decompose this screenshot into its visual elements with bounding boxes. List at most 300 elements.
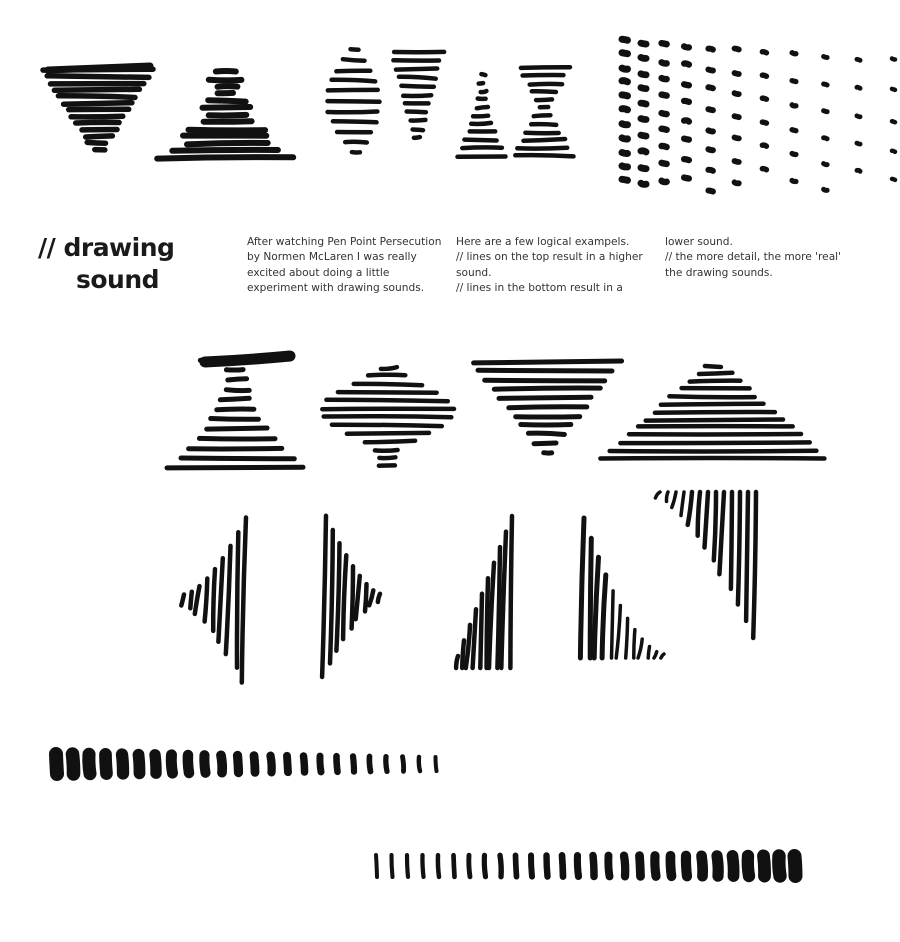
ink-stroke [76, 122, 119, 123]
text-line: // lines in the bottom result in a [456, 282, 623, 295]
ink-stroke [648, 647, 649, 659]
ink-stroke [705, 492, 709, 548]
ink-dash [376, 855, 377, 877]
ink-stroke [594, 557, 598, 658]
ink-dot [857, 170, 860, 171]
ink-dot [622, 124, 628, 125]
ink-stroke [654, 652, 657, 658]
ink-dot [824, 111, 828, 112]
ink-dot [735, 161, 739, 162]
text-line: // the more detail, the more 'real' [665, 251, 842, 264]
ink-stroke [661, 654, 664, 658]
ink-dash [547, 855, 548, 876]
ink-dot [622, 109, 628, 110]
ink-dash [438, 855, 439, 877]
ink-dot [684, 139, 689, 140]
ink-dash [748, 856, 749, 876]
ink-vertical-diamond-right-drawing [322, 516, 380, 677]
ink-dash [188, 755, 189, 773]
ink-stroke [620, 442, 809, 443]
ink-stroke [369, 590, 373, 605]
ink-dot [662, 43, 667, 44]
ink-stroke [690, 381, 741, 382]
ink-stroke [242, 518, 246, 683]
ink-dash [369, 757, 370, 772]
title-line-1: // drawing [38, 233, 175, 262]
ink-dot [641, 135, 646, 136]
ink-stroke [399, 77, 436, 79]
ink-dash [484, 855, 485, 876]
ink-stroke [375, 450, 398, 451]
ink-dash [717, 856, 718, 876]
ink-stroke [534, 115, 551, 116]
ink-dot [622, 95, 628, 96]
ink-dot [762, 122, 766, 123]
ink-stroke [531, 124, 556, 125]
ink-dot [684, 46, 689, 47]
ink-dot [762, 75, 766, 76]
ink-stroke [413, 130, 423, 131]
ink-dash [655, 856, 656, 877]
ink-dot [641, 74, 646, 75]
ink-stroke [477, 107, 488, 108]
ink-stroke [731, 492, 732, 589]
ink-dot [684, 101, 689, 102]
ink-stroke [204, 121, 252, 122]
ink-dot [735, 116, 739, 117]
ink-stroke [480, 594, 482, 668]
ink-dash [624, 856, 625, 877]
ink-dot [762, 169, 766, 170]
description-column-2 [456, 235, 656, 297]
ink-stroke [714, 492, 716, 560]
ink-stroke [205, 579, 208, 622]
ink-stroke [181, 458, 294, 459]
ink-dot [708, 109, 713, 110]
text-line: experiment with drawing sounds. [247, 282, 425, 295]
ink-spinning-top-drawing [322, 367, 454, 466]
ink-dot [641, 168, 646, 169]
ink-dot [857, 116, 860, 117]
ink-hourglass-drawing [515, 67, 573, 156]
ink-stroke [226, 546, 231, 654]
ink-stroke [338, 392, 437, 393]
ink-dot [708, 87, 713, 88]
ink-stroke [534, 443, 556, 444]
ink-dot [662, 129, 667, 130]
ink-stroke [602, 575, 606, 658]
ink-stroke [669, 396, 754, 397]
ink-dash [422, 855, 423, 877]
ink-dot [662, 95, 667, 96]
ink-stroke [209, 115, 247, 116]
ink-dash [670, 856, 671, 877]
ink-stroke [403, 95, 431, 96]
ink-dot [792, 53, 796, 54]
ink-dash [640, 856, 641, 877]
ink-dot [622, 166, 628, 167]
ink-stroke [580, 518, 584, 658]
ink-dot [735, 182, 739, 183]
ink-dash [155, 755, 156, 773]
ink-dash [436, 757, 437, 771]
ink-stroke [365, 441, 415, 443]
ink-stroke [226, 390, 249, 391]
ink-dash [320, 756, 321, 772]
ink-dot [622, 138, 628, 139]
ink-dot [641, 103, 646, 104]
ink-dash [122, 755, 123, 774]
ink-dot [662, 146, 667, 147]
ink-stroke [336, 543, 339, 651]
ink-dot [792, 130, 796, 131]
ink-stroke [610, 451, 817, 452]
ink-stroke [345, 142, 367, 143]
ink-stroke [211, 419, 259, 420]
ink-stroke [626, 618, 628, 658]
ink-dot [622, 153, 628, 154]
ink-vertical-rising-drawing [456, 516, 512, 668]
ink-stroke [719, 492, 724, 574]
ink-dot [892, 59, 895, 60]
ink-dash [779, 856, 780, 876]
ink-stroke [661, 404, 764, 405]
ink-stroke [471, 123, 491, 124]
ink-dash [287, 756, 288, 772]
ink-stroke [738, 492, 740, 605]
ink-stroke [464, 140, 496, 141]
ink-stroke [157, 157, 293, 158]
ink-stroke [48, 66, 150, 70]
ink-dash [238, 755, 239, 772]
ink-stroke [343, 555, 346, 639]
ink-dot [708, 149, 713, 150]
ink-stroke [746, 492, 748, 621]
ink-stroke [524, 139, 566, 141]
ink-stroke [485, 380, 605, 381]
ink-dash-row-growing-drawing [376, 855, 796, 877]
ink-stroke [213, 569, 215, 631]
ink-dot [708, 49, 713, 50]
ink-dash [764, 856, 765, 876]
ink-dot [792, 105, 796, 106]
ink-stroke [509, 407, 587, 408]
ink-dot [684, 63, 689, 64]
ink-stroke [326, 400, 447, 401]
ink-dash [56, 754, 57, 774]
ink-stroke [515, 155, 573, 156]
ink-dash [686, 856, 687, 877]
ink-dot [684, 159, 689, 160]
ink-stroke [396, 69, 437, 70]
ink-stroke [616, 606, 620, 659]
ink-stroke [379, 457, 395, 458]
ink-stroke [190, 592, 192, 609]
ink-stroke [64, 103, 132, 105]
text-line: excited about doing a little [247, 266, 390, 279]
ink-stroke [207, 428, 267, 429]
ink-stroke [401, 86, 433, 87]
ink-dot [641, 183, 646, 184]
ink-stroke [71, 116, 123, 117]
ink-stroke [466, 625, 470, 668]
ink-stroke [330, 530, 333, 663]
ink-stroke [324, 416, 452, 417]
ink-dash [73, 754, 74, 774]
ink-stroke [347, 433, 429, 434]
ink-stroke [510, 516, 512, 668]
ink-dot [792, 81, 796, 82]
ink-dot [708, 130, 713, 131]
ink-stroke [365, 584, 367, 611]
ink-stroke [217, 409, 254, 410]
ink-dash [89, 754, 90, 773]
ink-stroke [228, 379, 247, 380]
ink-stroke [354, 384, 422, 385]
ink-stroke [473, 116, 488, 117]
ink-dash [702, 856, 703, 876]
ink-dot [641, 43, 646, 44]
ink-dot [684, 120, 689, 121]
ink-stroke [218, 86, 238, 87]
ink-stroke [479, 83, 483, 84]
title-line-2: sound [76, 265, 160, 294]
ink-stroke [328, 112, 378, 113]
text-line: lower sound. [665, 236, 733, 248]
ink-stroke [336, 71, 370, 72]
ink-funnel-drawing [393, 52, 444, 138]
ink-dot [762, 98, 766, 99]
ink-dash [254, 756, 255, 773]
ink-cone-drawing [458, 74, 506, 157]
ink-stroke [672, 492, 676, 508]
ink-stroke [189, 130, 266, 131]
text-line: sound. [456, 266, 492, 279]
ink-stroke [352, 566, 353, 628]
ink-dot [735, 49, 739, 50]
ink-dot [762, 145, 766, 146]
ink-dash [795, 856, 796, 876]
ink-stroke [474, 361, 622, 363]
ink-dot [622, 53, 628, 54]
ink-stroke [753, 492, 756, 638]
ink-dot [662, 181, 667, 182]
ink-stroke [368, 375, 405, 376]
ink-diamond-drawing [328, 49, 380, 152]
ink-vertical-falling-drawing [580, 518, 664, 658]
ink-stroke [528, 433, 564, 434]
ink-dot [708, 170, 713, 171]
ink-dash [593, 856, 594, 877]
ink-stroke [328, 90, 378, 91]
ink-dash [221, 755, 222, 772]
ink-stroke [456, 656, 458, 668]
ink-dot [857, 143, 860, 144]
ink-dot [622, 39, 628, 40]
description-column-1 [247, 235, 447, 297]
ink-dot [735, 73, 739, 74]
ink-stroke [209, 80, 242, 81]
ink-dash [608, 856, 609, 877]
ink-stroke [462, 640, 464, 668]
ink-stroke [499, 397, 591, 398]
ink-dash [139, 755, 140, 774]
ink-dot [792, 181, 796, 182]
ink-stroke [351, 49, 359, 50]
ink-dash [386, 757, 387, 772]
ink-stroke [181, 595, 184, 606]
ink-tornado-drawing [43, 66, 153, 150]
ink-dot [892, 121, 895, 122]
ink-stroke [208, 100, 246, 101]
ink-stroke [473, 609, 476, 668]
page-title [38, 232, 238, 296]
ink-dash [469, 855, 470, 877]
text-line: the drawing sounds. [665, 266, 773, 279]
ink-dash [407, 855, 408, 877]
ink-dot [857, 59, 860, 60]
ink-stroke [87, 142, 105, 143]
ink-dot [622, 68, 628, 69]
ink-dash [733, 856, 734, 876]
ink-stroke [532, 91, 556, 92]
ink-stroke [195, 586, 200, 614]
ink-triangle-drawing [600, 366, 824, 459]
ink-dot [641, 57, 646, 58]
ink-dash [454, 855, 455, 877]
ink-stroke [536, 99, 552, 100]
ink-dash [500, 855, 501, 876]
ink-stroke [343, 59, 365, 61]
ink-dash [531, 855, 532, 876]
ink-dash [562, 855, 563, 876]
text-line: Here are a few logical exampels. [456, 236, 630, 248]
ink-stroke [688, 492, 692, 525]
ink-stroke [478, 370, 612, 371]
ink-stroke [203, 107, 251, 108]
ink-dot [762, 52, 766, 53]
ink-dot [641, 151, 646, 152]
ink-stroke [699, 373, 732, 374]
ink-stroke [634, 630, 635, 658]
ink-dash [353, 756, 354, 771]
ink-stroke [521, 67, 570, 68]
ink-tower-drawing [167, 356, 303, 468]
ink-dot [708, 70, 713, 71]
ink-stroke [333, 121, 377, 122]
ink-stroke [590, 538, 591, 658]
description-column-3 [665, 235, 865, 281]
ink-dot [824, 138, 828, 139]
ink-dash [304, 756, 305, 772]
ink-stroke [220, 398, 249, 400]
ink-dot [684, 84, 689, 85]
ink-dot [857, 87, 860, 88]
text-line: // lines on the top result in a higher [456, 251, 643, 264]
ink-inverted-triangle-drawing [474, 361, 622, 453]
ink-stroke [381, 367, 397, 369]
ink-vertical-hanging-drawing [655, 492, 756, 638]
ink-dash [204, 755, 205, 773]
ink-dot [824, 57, 828, 58]
ink-stroke [638, 639, 642, 658]
ink-dot [892, 179, 895, 180]
ink-dot [735, 137, 739, 138]
ink-dash-row-diminishing-drawing [56, 754, 437, 774]
ink-stroke [612, 591, 614, 658]
ink-dash [516, 855, 517, 876]
ink-dot [735, 93, 739, 94]
ink-dash [271, 756, 272, 773]
ink-dot [708, 191, 713, 192]
ink-stroke [681, 492, 684, 516]
ink-stroke [411, 120, 426, 121]
ink-stroke [407, 112, 426, 113]
ink-stroke [54, 89, 139, 90]
ink-stroke [378, 594, 380, 602]
ink-dash [106, 754, 107, 773]
text-line: by Normen McLaren I was really [247, 251, 417, 264]
ink-tree-drawing [157, 71, 293, 159]
ink-vertical-diamond-left-drawing [181, 518, 246, 683]
ink-dash [577, 856, 578, 877]
ink-stroke [646, 420, 783, 421]
ink-stroke [655, 412, 775, 413]
text-line: After watching Pen Point Persecution [247, 236, 442, 248]
ink-dot [622, 179, 628, 180]
ink-dot [622, 81, 628, 82]
ink-stroke [167, 467, 303, 468]
ink-dot [684, 178, 689, 179]
ink-dot [792, 154, 796, 155]
ink-dot [662, 113, 667, 114]
ink-dash [391, 855, 392, 877]
ink-stroke [322, 516, 326, 677]
ink-stroke [187, 143, 268, 145]
ink-dot [824, 189, 828, 190]
ink-stroke [218, 558, 222, 642]
ink-stroke [705, 366, 721, 367]
ink-stroke [47, 76, 149, 78]
ink-dot [892, 89, 895, 90]
ink-stroke [237, 532, 238, 667]
ink-dot [662, 163, 667, 164]
ink-stroke [332, 425, 442, 426]
ink-stroke [530, 84, 562, 85]
ink-stroke [655, 492, 660, 498]
ink-dot [641, 88, 646, 89]
ink-dot [662, 62, 667, 63]
ink-stroke [494, 388, 600, 389]
ink-stroke [698, 492, 700, 536]
ink-stroke [517, 148, 567, 149]
ink-dash [336, 756, 337, 772]
ink-dot [662, 78, 667, 79]
ink-dash [403, 757, 404, 772]
ink-stroke [328, 101, 380, 102]
ink-dot [824, 164, 828, 165]
ink-stroke [332, 80, 376, 82]
ink-stroke [462, 147, 502, 148]
ink-dash [171, 755, 172, 773]
ink-dot [824, 84, 828, 85]
ink-stroke [86, 136, 113, 137]
ink-stroke [189, 448, 282, 449]
ink-dot [641, 119, 646, 120]
ink-dash [419, 757, 420, 771]
ink-stroke [205, 356, 290, 362]
ink-stroke [481, 74, 485, 75]
